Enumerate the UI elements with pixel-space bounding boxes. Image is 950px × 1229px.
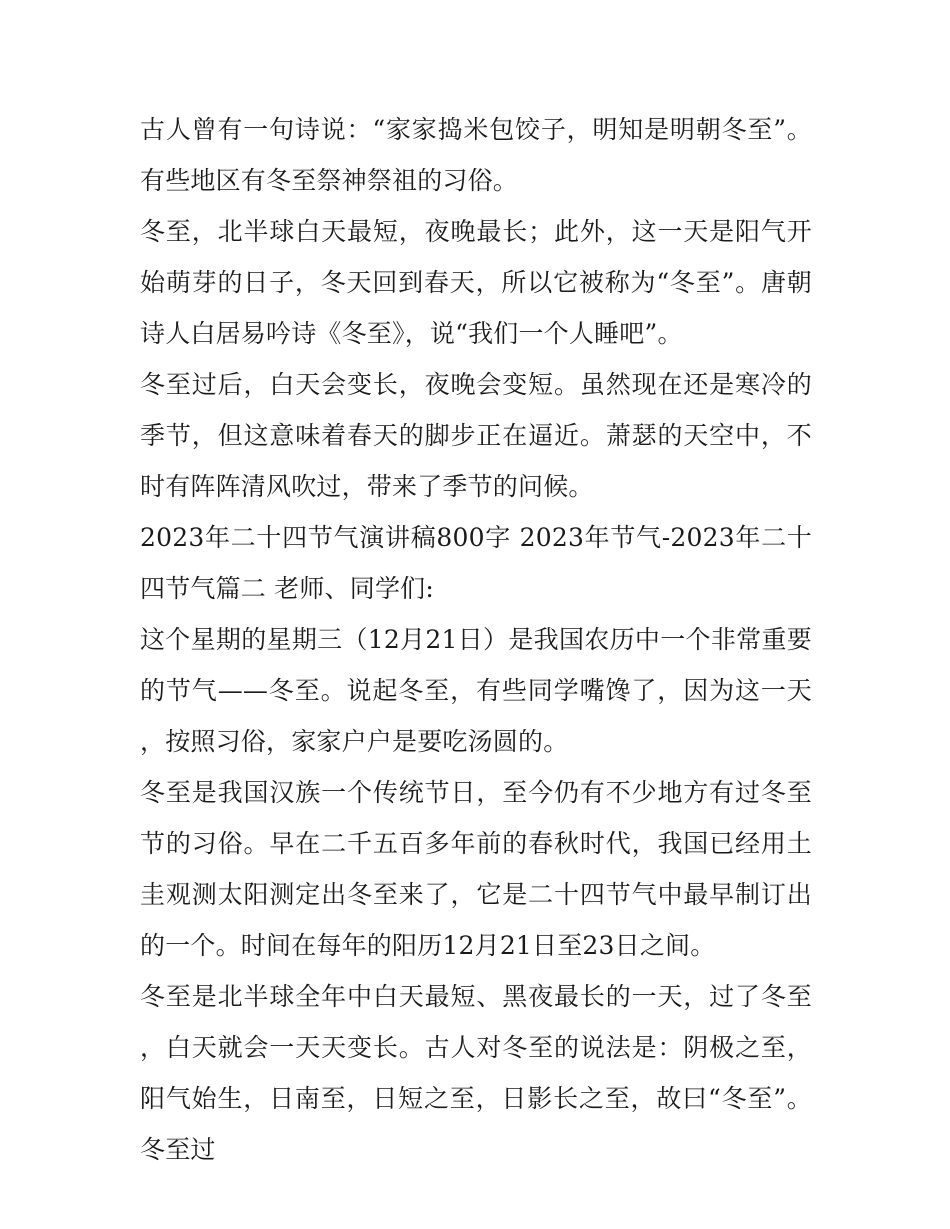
- paragraph-6: 冬至是我国汉族一个传统节日，至今仍有不少地方有过冬至节的习俗。早在二千五百多年前的春秋时代，我国已经用土圭观测太阳测定出冬至来了，它是二十四节气中最早制订出的一个。时间在每年的阳历12月21日至23日之间。: [140, 778, 812, 960]
- document-body: [140, 104, 812, 1175]
- paragraph-7: 冬至是北半球全年中白天最短、黑夜最长的一天，过了冬至，白天就会一天天变长。古人对冬至的说法是：阴极之至，阳气始生，日南至，日短之至，日影长之至，故曰“冬至”。冬至过: [140, 982, 812, 1164]
- paragraph-5: 这个星期的星期三（12月21日）是我国农历中一个非常重要的节气——冬至。说起冬至，有些同学嘴馋了，因为这一天，按照习俗，家家户户是要吃汤圆的。: [140, 625, 812, 756]
- paragraph-1: 古人曾有一句诗说：“家家捣米包饺子，明知是明朝冬至”。有些地区有冬至祭神祭祖的习俗。: [140, 115, 812, 195]
- paragraph-3: 冬至过后，白天会变长，夜晚会变短。虽然现在还是寒冷的季节，但这意味着春天的脚步正在逼近。萧瑟的天空中，不时有阵阵清风吹过，带来了季节的问候。: [140, 370, 812, 501]
- paragraph-4-heading: 2023年二十四节气演讲稿800字 2023年节气-2023年二十四节气篇二 老师、同学们:: [140, 523, 812, 603]
- paragraph-2: 冬至，北半球白天最短，夜晚最长；此外，这一天是阳气开始萌芽的日子，冬天回到春天，所以它被称为“冬至”。唐朝诗人白居易吟诗《冬至》，说“我们一个人睡吧”。: [140, 217, 812, 348]
